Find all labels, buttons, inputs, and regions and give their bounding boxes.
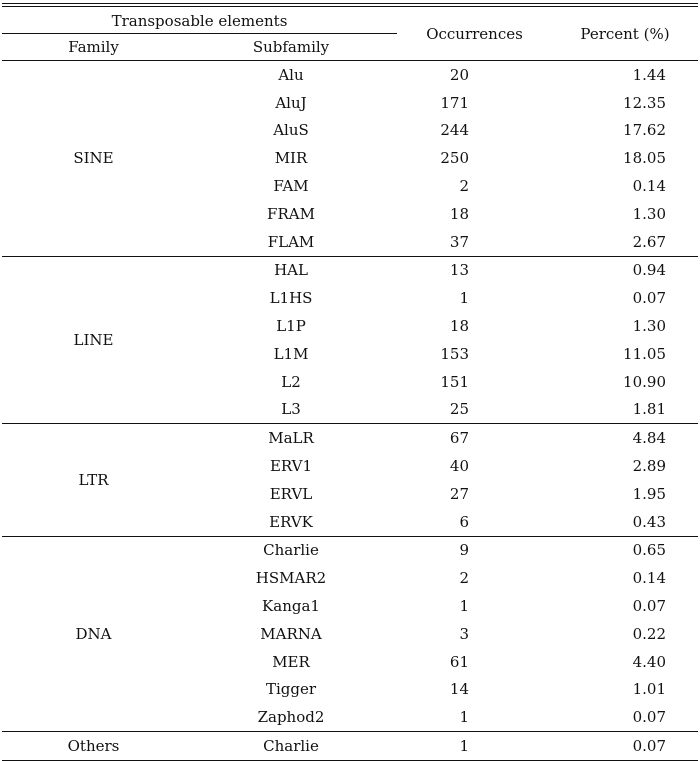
percent-cell: 1.01 [632,680,666,699]
percent-cell: 1.81 [552,396,698,424]
family-cell: DNA [2,536,185,732]
subfamily-cell: FAM [273,177,309,196]
subfamily-cell: Charlie [263,541,319,560]
percent-cell: 0.07 [632,597,666,616]
percent-cell: 0.14 [632,569,666,588]
subfamily-cell: L2 [281,372,301,391]
percent-cell: 0.22 [632,624,666,643]
occurrences-cell: 9 [459,541,469,560]
occurrences-cell: 2 [459,569,469,588]
table-row [2,424,698,452]
occurrences-cell: 18 [449,317,469,336]
occurrences-cell: 40 [449,457,469,476]
subfamily-cell: HAL [274,261,308,280]
percent-cell: 0.07 [632,289,666,308]
data-table [2,8,698,761]
percent-cell: 1.95 [632,484,666,503]
percent-cell: 0.14 [632,177,666,196]
percent-cell: 4.84 [632,429,666,448]
percent-cell: 1.30 [632,317,666,336]
subfamily-cell: L3 [185,396,397,424]
subfamily-cell: L1P [276,317,306,336]
subfamily-cell: MER [272,652,310,671]
table-row [2,256,698,284]
table-row [2,61,698,89]
occurrences-cell: 3 [459,624,469,643]
percent-cell: 4.40 [632,652,666,671]
percent-cell: 0.65 [632,541,666,560]
family-cell: LINE [2,256,185,424]
percent-cell: 0.07 [552,703,698,731]
family-cell: LTR [2,424,185,536]
family-cell: Others [2,732,185,761]
occurrences-cell: 27 [449,484,469,503]
occurrences-cell: 14 [449,680,469,699]
top-rule-inner [2,6,698,7]
percent-cell: 1.44 [632,65,666,84]
subfamily-cell: ERVK [185,508,397,536]
table-row [2,732,698,761]
occurrences-cell: 13 [449,261,469,280]
subfamily-cell: ERV1 [269,457,313,476]
occurrences-cell: 18 [449,204,469,223]
table-body [2,61,698,761]
occurrences-cell: 37 [397,228,552,256]
header-subfamily: Subfamily [185,34,397,61]
occurrences-cell: 153 [440,344,469,363]
subfamily-cell: Kanga1 [262,597,320,616]
percent-cell: 11.05 [623,344,666,363]
occurrences-cell: 171 [440,93,469,112]
percent-cell: 12.35 [623,93,666,112]
header-transposable-elements: Transposable elements [2,8,397,34]
subfamily-cell: Zaphod2 [185,703,397,731]
occurrences-cell: 25 [397,396,552,424]
header-occurrences: Occurrences [397,8,552,61]
percent-cell: 0.94 [632,261,666,280]
subfamily-cell: Tigger [265,680,317,699]
occurrences-cell: 1 [459,597,469,616]
occurrences-cell: 20 [449,65,469,84]
percent-cell: 10.90 [623,372,666,391]
subfamily-cell: MARNA [260,624,322,643]
occurrences-cell: 1 [459,289,469,308]
occurrences-cell: 1 [397,732,552,761]
subfamily-cell: L1HS [269,289,313,308]
subfamily-cell: MIR [274,149,308,168]
percent-cell: 0.43 [552,508,698,536]
table-header [2,8,698,61]
top-rule [2,3,698,4]
header-family: Family [2,34,185,61]
subfamily-cell: MaLR [268,429,314,448]
occurrences-cell: 67 [449,429,469,448]
percent-cell: 2.89 [632,457,666,476]
subfamily-cell: FRAM [267,204,315,223]
subfamily-cell: AluS [273,121,309,140]
subfamily-cell: HSMAR2 [255,569,327,588]
occurrences-cell: 244 [440,121,469,140]
table-row [2,536,698,564]
occurrences-cell: 61 [449,652,469,671]
occurrences-cell: 6 [397,508,552,536]
occurrences-cell: 1 [397,703,552,731]
subfamily-cell: FLAM [185,228,397,256]
subfamily-cell: ERVL [269,484,313,503]
occurrences-cell: 151 [440,372,469,391]
percent-cell: 18.05 [623,149,666,168]
subfamily-cell: Charlie [185,732,397,761]
header-percent: Percent (%) [552,8,698,61]
family-cell: SINE [2,61,185,257]
occurrences-cell: 2 [459,177,469,196]
percent-cell: 0.07 [552,732,698,761]
percent-cell: 1.30 [632,204,666,223]
subfamily-cell: L1M [273,344,309,363]
percent-cell: 2.67 [552,228,698,256]
percent-cell: 17.62 [623,121,666,140]
subfamily-cell: Alu [278,65,304,84]
subfamily-cell: AluJ [275,93,307,112]
occurrences-cell: 250 [440,149,469,168]
